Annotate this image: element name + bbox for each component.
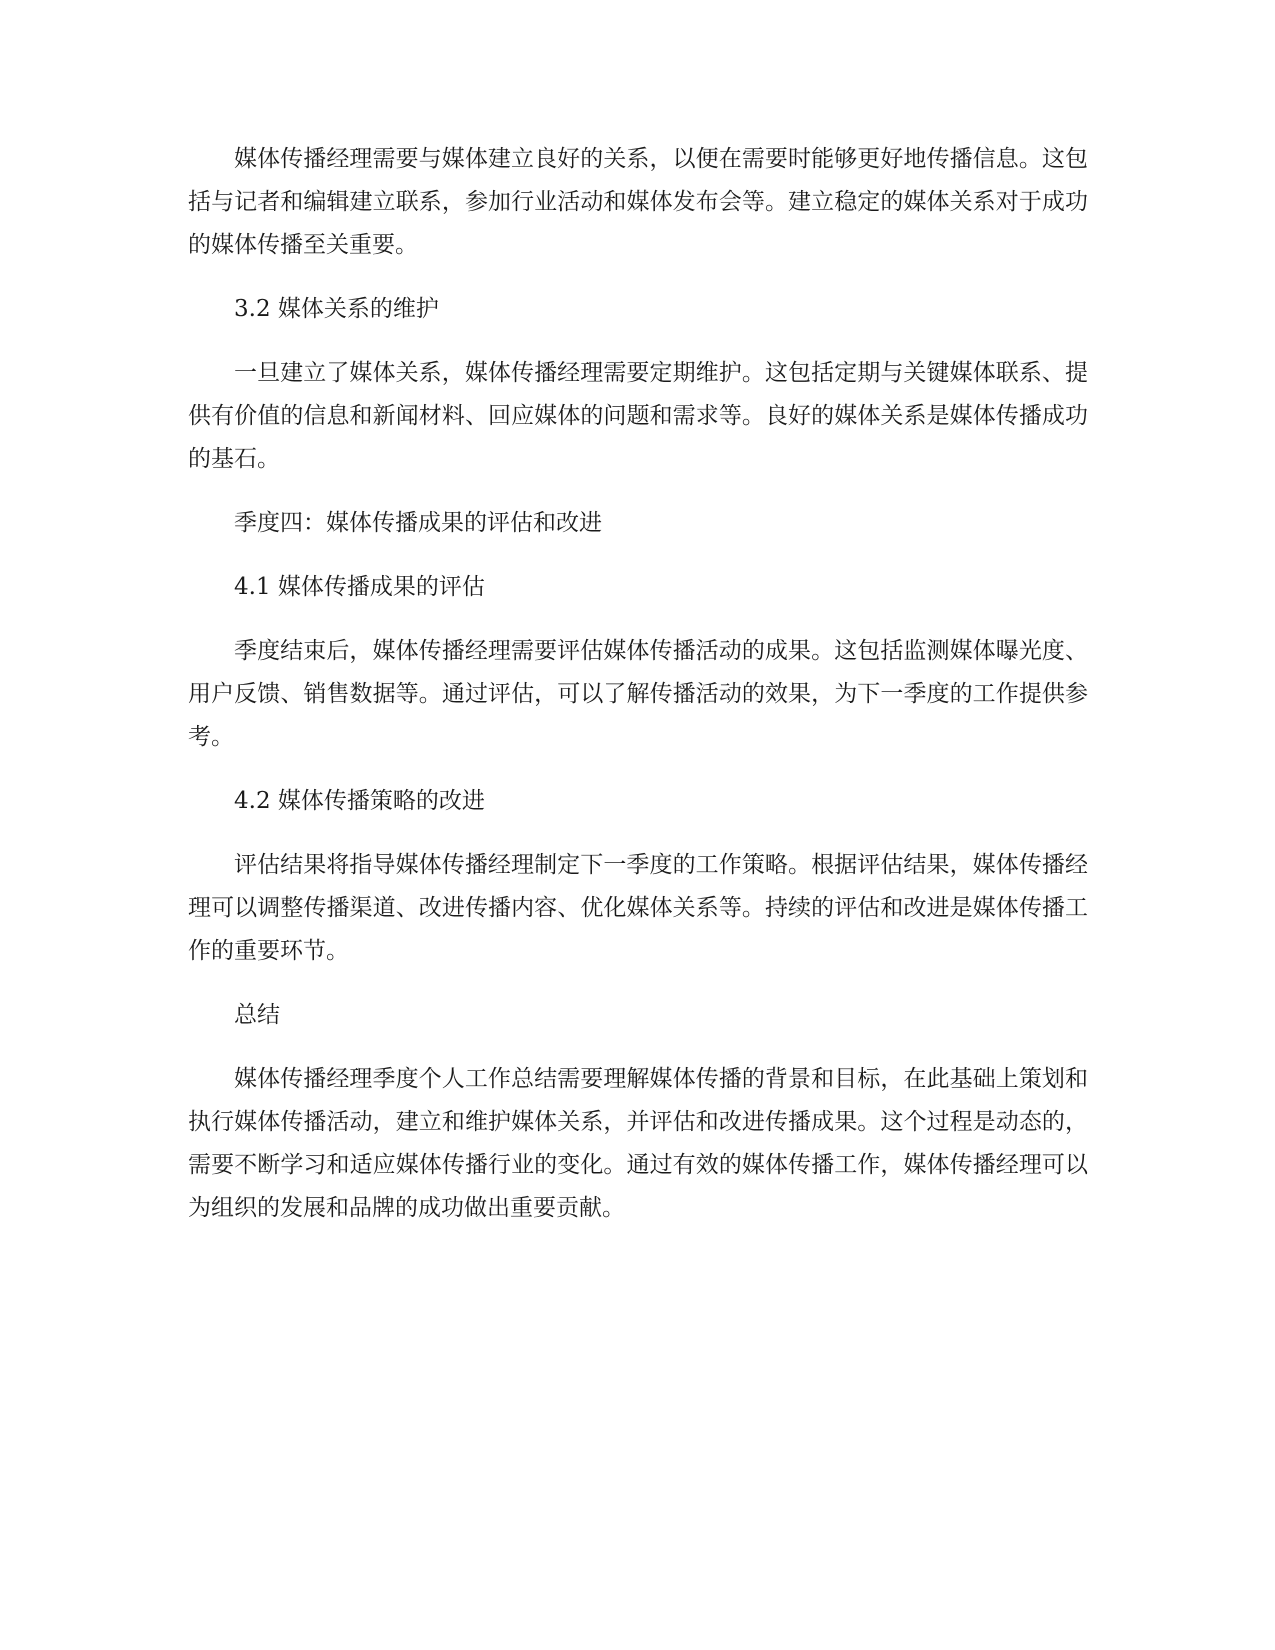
paragraph-summary: 媒体传播经理季度个人工作总结需要理解媒体传播的背景和目标，在此基础上策划和执行媒体传播活动，建立和维护媒体关系，并评估和改进传播成果。这个过程是动态的，需要不断学习和适应媒体传播行业的变化。通过有效的媒体传播工作，媒体传播经理可以为组织的发展和品牌的成功做出重要贡献。: [188, 1066, 1088, 1221]
heading-3-2-media-relations-maintenance: 3.2 媒体关系的维护: [234, 296, 439, 322]
document-body: [188, 138, 1088, 1251]
paragraph-strategy-improvement: 评估结果将指导媒体传播经理制定下一季度的工作策略。根据评估结果，媒体传播经理可以调整传播渠道、改进传播内容、优化媒体关系等。持续的评估和改进是媒体传播工作的重要环节。: [188, 852, 1088, 964]
heading-summary: 总结: [234, 1002, 280, 1028]
paragraph-media-relations-building: 媒体传播经理需要与媒体建立良好的关系，以便在需要时能够更好地传播信息。这包括与记者和编辑建立联系，参加行业活动和媒体发布会等。建立稳定的媒体关系对于成功的媒体传播至关重要。: [188, 146, 1088, 258]
paragraph-media-relations-maintenance: 一旦建立了媒体关系，媒体传播经理需要定期维护。这包括定期与关键媒体联系、提供有价值的信息和新闻材料、回应媒体的问题和需求等。良好的媒体关系是媒体传播成功的基石。: [188, 360, 1088, 472]
heading-quarter-four: 季度四：媒体传播成果的评估和改进: [234, 510, 602, 536]
heading-4-2-strategy-improvement: 4.2 媒体传播策略的改进: [234, 788, 485, 814]
heading-4-1-results-evaluation: 4.1 媒体传播成果的评估: [234, 574, 485, 600]
paragraph-results-evaluation: 季度结束后，媒体传播经理需要评估媒体传播活动的成果。这包括监测媒体曝光度、用户反馈、销售数据等。通过评估，可以了解传播活动的效果，为下一季度的工作提供参考。: [188, 638, 1088, 750]
